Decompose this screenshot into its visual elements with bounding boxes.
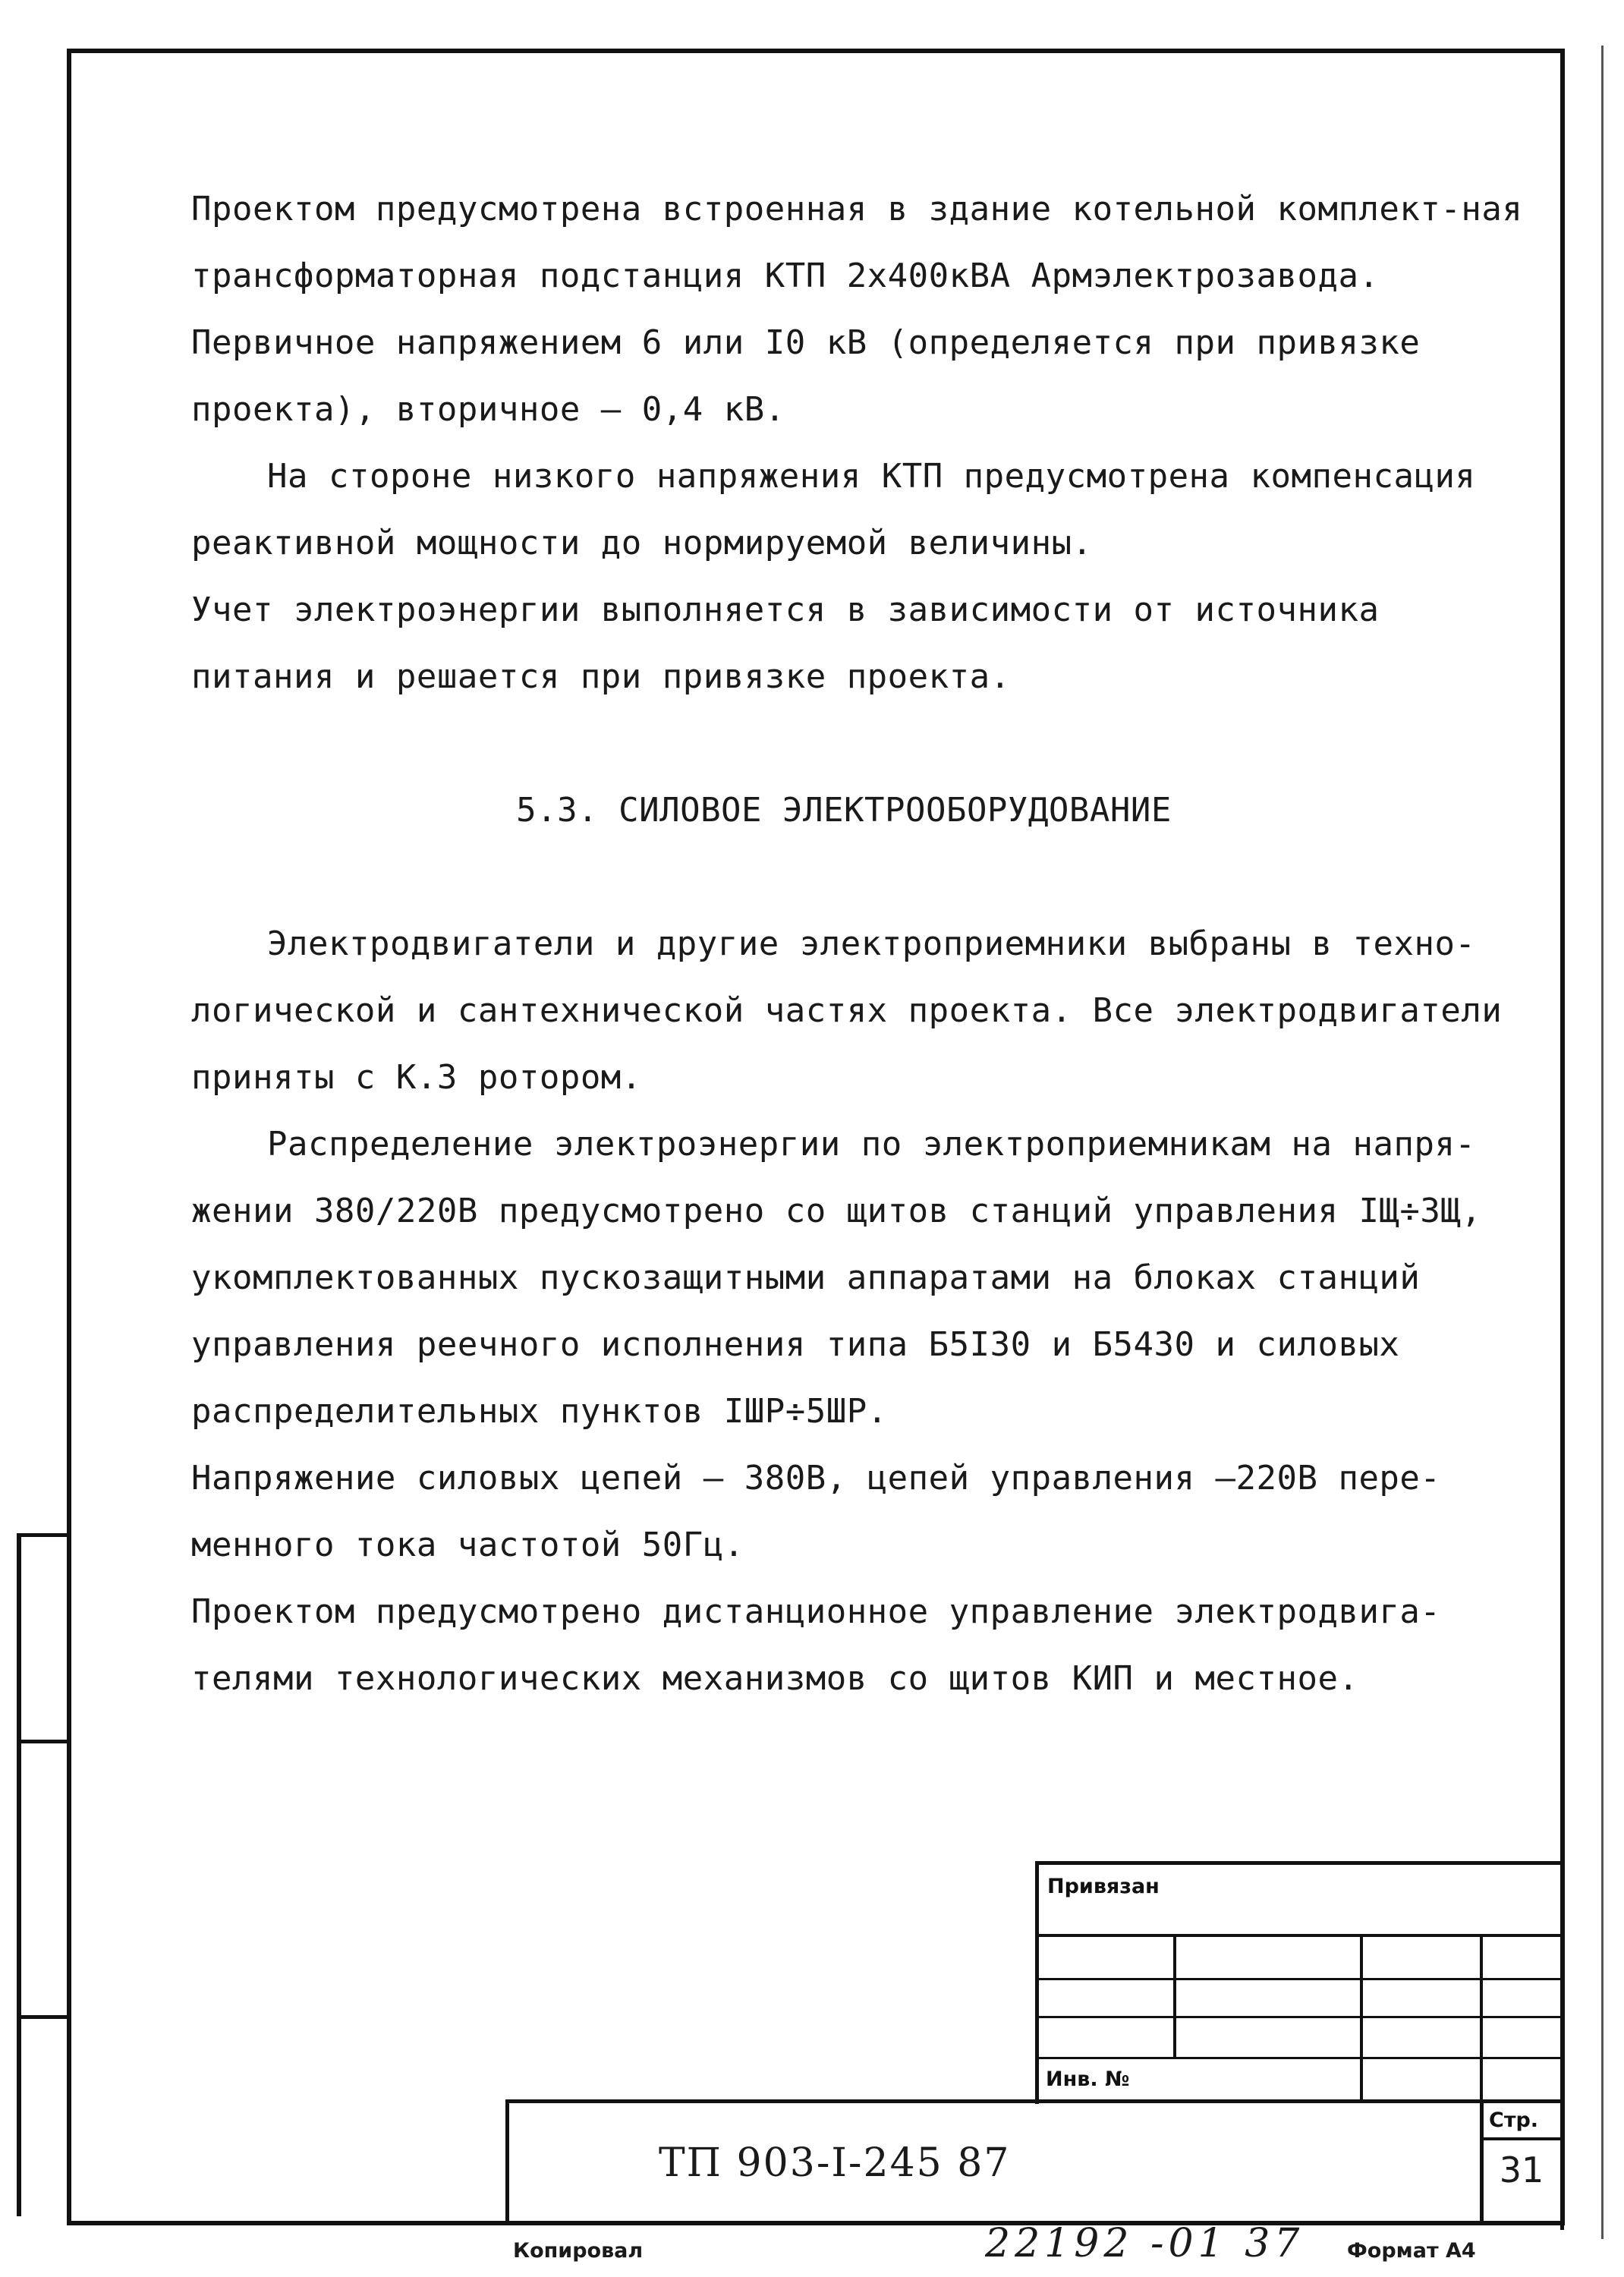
document-code: ТП 903-I-245 87 [659,2140,1011,2186]
paragraph-control: Проектом предусмотрено дистанционное управление электродвига-телями технологических механизмов со щитов КИП и местное. [191,1592,1441,1698]
page-edge-line [1560,59,1564,2230]
paragraph-ktp: Проектом предусмотрена встроенная в здание котельной комплект-ная трансформаторная подстанция КТП 2х400кВА Армэлектрозавода. Первичное напряжением 6 или I0 кВ (определяется при привязке проекта), вторичное – 0,4 кВ. [191,190,1523,429]
paragraph-compensation: На стороне низкого напряжения КТП предусмотрена компенсация реактивной мощности до нормируемой величины. [191,457,1476,562]
paragraph-distribution: Распределение электроэнергии по электроприемникам на напря-жении 380/220В предусмотрено со щитов станций управления IЩ÷3Щ, укомплектованных пускозащитными аппаратами на блоках станций управления реечного исполнения типа Б5I30 и Б5430 и силовых распределительных пунктов IШР÷5ШР. [191,1125,1482,1431]
margin-mark-tick [17,1740,68,1743]
paragraph-voltage: Напряжение силовых цепей – 380В, цепей управления –220В пере-менного тока частотой 50Гц. [191,1459,1441,1564]
archive-number: 22192 -01 37 [985,2221,1305,2266]
margin-mark-tick [17,1533,68,1537]
copied-label: Копировал [513,2239,644,2263]
page-edge-shadow [1601,46,1604,2239]
paragraph-motors: Электродвигатели и другие электроприемники выбраны в техно-логической и сантехнической частях проекта. Все электродвигатели приняты с К.З ротором. [191,924,1503,1097]
paragraph-metering: Учет электроэнергии выполняется в зависимости от источника питания и решается при привязке проекта. [191,591,1380,696]
page-number: 31 [1499,2149,1544,2190]
margin-mark-vertical [17,1533,21,2216]
privyazan-label: Привязан [1047,1875,1160,1898]
format-label: Формат А4 [1347,2239,1476,2263]
document-body [191,176,1542,1712]
section-heading: 5.3. СИЛОВОЕ ЭЛЕКТРООБОРУДОВАНИЕ [516,791,1172,830]
page-label: Стр. [1489,2109,1539,2132]
inventory-number-label: Инв. № [1046,2068,1130,2091]
margin-mark-tick [17,2015,68,2019]
